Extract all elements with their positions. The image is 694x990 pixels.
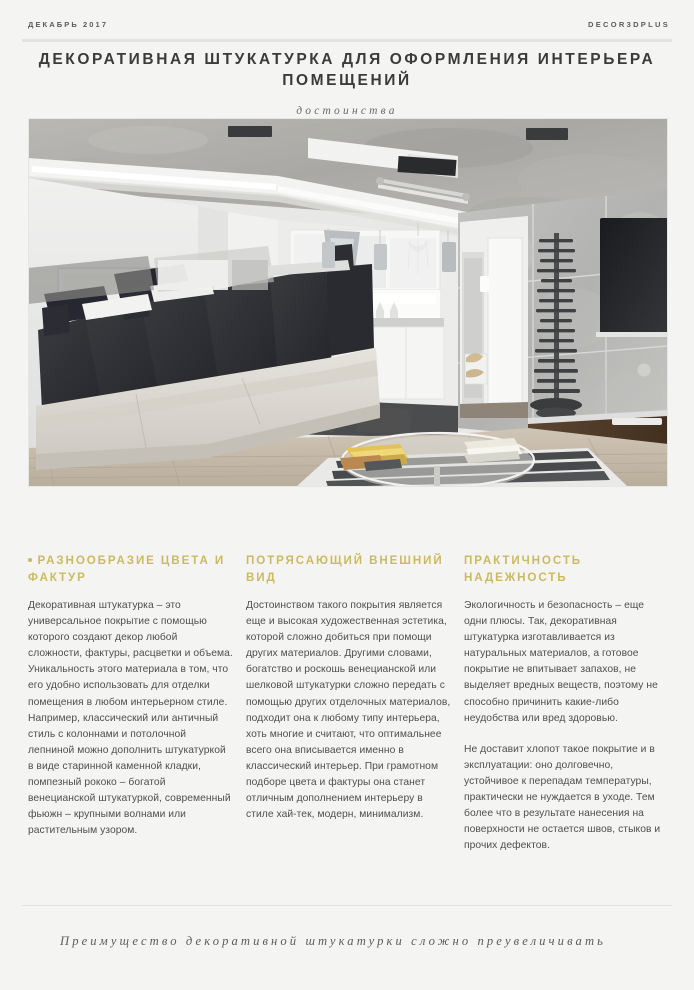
hero-image	[28, 118, 668, 487]
bullet-icon	[28, 558, 32, 562]
column-appearance	[246, 552, 451, 854]
page-subtitle: достоинства	[296, 105, 398, 117]
paragraph: Декоративная штукатурка – это универсальное покрытие с помощью которого создают декор любой сложности, фактуры, расцветки и объема. Уникальность этого материала в том, что его удобно использовать для отделки помещения в любом интерьерном стиле. Например, классический или античный стиль с колоннами и потолочной лепниной можно дополнить штукатуркой в виде старинной каменной кладки, помпезный рококо – богатой венецианской штукатуркой, современный фьюжн – крупными волнами или растительным узором.	[28, 600, 233, 837]
column-body	[464, 598, 669, 854]
feature-columns	[28, 552, 669, 854]
paragraph: Экологичность и безопасность – еще одни плюсы. Так, декоративная штукатурка изготавливается из натуральных материалов, а готовое покрытие не впитывает запахов, не выделяет вредных веществ, поэтому не способно причинить какие-либо неудобства или вред здоровью.	[464, 600, 658, 724]
books	[464, 438, 522, 463]
footer-divider	[22, 905, 672, 906]
paragraph: Достоинством такого покрытия является еще и высокая художественная эстетика, которой сложно добиться при помощи других материалов. Другими словами, богатство и роскошь венецианской или шелковой штукатурки сложно передать с помощью других отделочных материалов, подходит она к любому типу интерьера, хоть многие и считают, что оптимальнее всего она вписывается именно в классический интерьер. При грамотном подборе цвета и фактуры она станет отличным дополнением интерьеру в стиле хай-тек, модерн, минимализм.	[246, 600, 451, 821]
column-heading-text: РАЗНООБРАЗИЕ ЦВЕТА И ФАКТУР	[28, 554, 226, 584]
column-practicality	[464, 552, 669, 854]
column-body	[28, 598, 233, 839]
column-diversity	[28, 552, 233, 854]
footer-tagline: Преимущество декоративной штукатурки сложно преувеличивать	[60, 934, 606, 948]
column-body	[246, 598, 451, 823]
header-divider	[22, 39, 672, 42]
column-heading: ПОТРЯСАЮЩИЙ ВНЕШНИЙ ВИД	[246, 554, 444, 584]
interior-illustration	[28, 118, 668, 487]
issue-date: ДЕКАБРЬ 2017	[28, 19, 109, 29]
brand-name: DECOR3DPLUS	[588, 19, 670, 29]
page-title: ДЕКОРАТИВНАЯ ШТУКАТУРКА ДЛЯ ОФОРМЛЕНИЯ ИНТЕРЬЕРА ПОМЕЩЕНИЙ	[38, 51, 656, 89]
column-heading	[28, 552, 233, 586]
magazines	[340, 444, 408, 471]
meta-bar	[28, 17, 670, 31]
paragraph: Не доставит хлопот такое покрытие и в эксплуатации: оно долговечно, устойчивое к перепадам температуры, практически не нуждается в уходе. Тем более что в результате нанесения на поверхности не остается швов, стыков и прочих дефектов.	[464, 743, 661, 852]
column-heading: ПРАКТИЧНОСТЬ НАДЕЖНОСТЬ	[464, 554, 583, 584]
